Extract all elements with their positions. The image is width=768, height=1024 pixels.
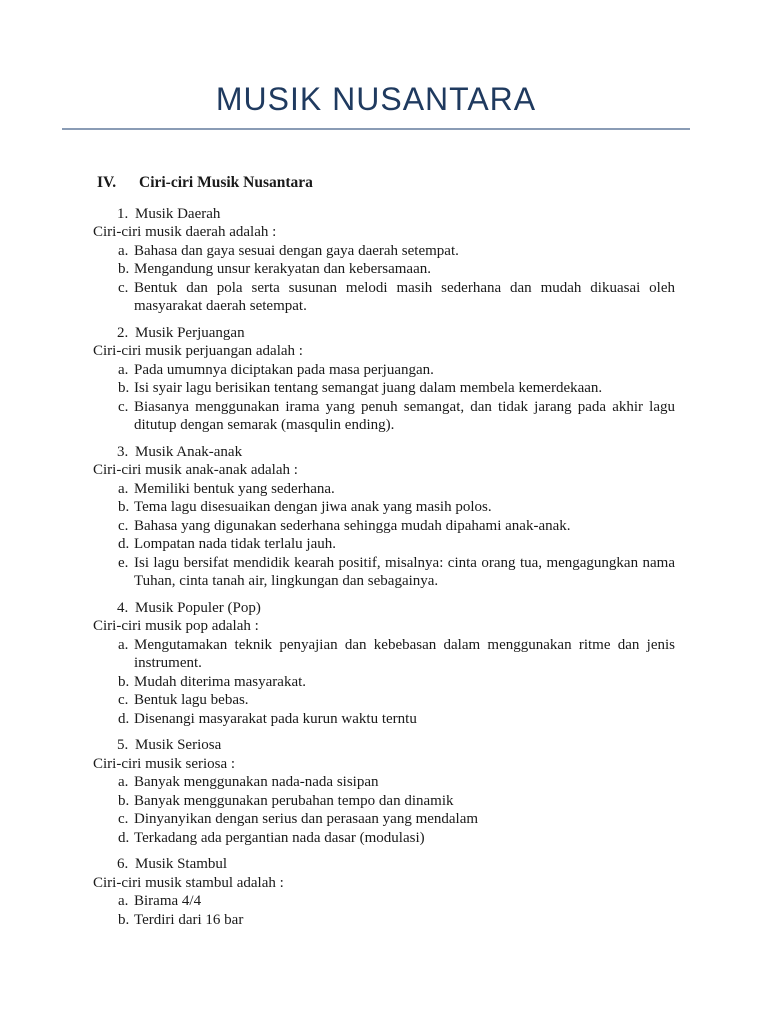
list-item-text: Bentuk lagu bebas. xyxy=(134,692,249,708)
list-item-letter: c. xyxy=(118,811,129,827)
list-item-letter: a. xyxy=(118,893,129,909)
list-item xyxy=(93,792,675,811)
section-lead-line: Ciri-ciri musik perjuangan adalah : xyxy=(93,343,303,359)
section-number-heading xyxy=(93,443,675,462)
list-item xyxy=(93,361,675,380)
list-item xyxy=(93,398,675,435)
section-lead-line: Ciri-ciri musik anak-anak adalah : xyxy=(93,462,298,478)
list-item xyxy=(93,480,675,499)
list-item xyxy=(93,535,675,554)
document-title: MUSIK NUSANTARA xyxy=(215,81,537,117)
list-item-text: Memiliki bentuk yang sederhana. xyxy=(134,480,335,497)
section-number-heading xyxy=(93,736,675,755)
list-item xyxy=(93,517,675,536)
list-item-text: Isi syair lagu berisikan tentang semangat juang dalam membela kemerdekaan. xyxy=(134,380,603,396)
section-name: Musik Anak-anak xyxy=(135,443,243,460)
list-item-letter: b. xyxy=(118,792,130,809)
section-number-heading xyxy=(93,855,675,874)
section-items xyxy=(93,892,675,929)
list-item-text: Disenangi masyarakat pada kurun waktu terntu xyxy=(134,710,417,727)
list-item xyxy=(93,379,675,398)
list-item-letter: d. xyxy=(118,536,130,552)
section-lead-line: Ciri-ciri musik stambul adalah : xyxy=(93,874,284,891)
list-item-letter: a. xyxy=(118,636,129,653)
section-name: Musik Perjuangan xyxy=(135,324,245,341)
list-item xyxy=(93,242,675,261)
list-item-text: Bahasa yang digunakan sederhana sehingga mudah dipahami anak-anak. xyxy=(134,517,571,534)
heading-title-text: Ciri-ciri Musik Nusantara xyxy=(139,174,313,191)
list-item xyxy=(93,810,675,829)
section-name: Musik Populer (Pop) xyxy=(135,599,261,616)
list-item-text: Mengutamakan teknik penyajian dan kebebasan dalam menggunakan ritme dan jenis instrument. xyxy=(134,636,675,671)
section-number-heading xyxy=(93,205,675,224)
section-lead-line: Ciri-ciri musik pop adalah : xyxy=(93,618,259,634)
section-number-heading xyxy=(93,599,675,618)
section-items xyxy=(93,242,675,316)
list-item xyxy=(93,911,675,930)
list-item-text: Tema lagu disesuaikan dengan jiwa anak yang masih polos. xyxy=(134,499,492,515)
section xyxy=(93,599,675,729)
list-item xyxy=(93,710,675,729)
section-items xyxy=(93,636,675,729)
section-items xyxy=(93,480,675,591)
section-number-heading xyxy=(93,324,675,343)
list-item xyxy=(93,691,675,710)
section xyxy=(93,443,675,591)
section-number: 3. xyxy=(117,443,129,460)
list-item xyxy=(93,279,675,316)
list-item-text: Bahasa dan gaya sesuai dengan gaya daerah setempat. xyxy=(134,242,459,259)
section-lead-line: Ciri-ciri musik daerah adalah : xyxy=(93,224,277,240)
section-name: Musik Seriosa xyxy=(135,737,222,753)
list-item-letter: d. xyxy=(118,829,130,846)
list-item xyxy=(93,554,675,591)
list-item-letter: c. xyxy=(118,279,129,296)
list-item-letter: a. xyxy=(118,361,129,378)
list-item-letter: b. xyxy=(118,911,130,928)
section-number: 4. xyxy=(117,599,129,616)
document-title-block xyxy=(62,80,690,130)
section-name: Musik Daerah xyxy=(135,205,221,222)
list-item-text: Terkadang ada pergantian nada dasar (modulasi) xyxy=(134,829,425,846)
list-item-text: Birama 4/4 xyxy=(134,893,202,909)
list-item-text: Bentuk dan pola serta susunan melodi masih sederhana dan mudah dikuasai oleh masyarakat daerah setempat. xyxy=(134,279,675,314)
list-item-text: Mengandung unsur kerakyatan dan kebersamaan. xyxy=(134,261,431,277)
list-item-text: Lompatan nada tidak terlalu jauh. xyxy=(134,536,337,552)
list-item-text: Banyak menggunakan nada-nada sisipan xyxy=(134,774,379,790)
sections-container xyxy=(93,205,675,930)
list-item-letter: b. xyxy=(118,261,130,277)
list-item-letter: a. xyxy=(118,774,129,790)
list-item xyxy=(93,892,675,911)
list-item-letter: a. xyxy=(118,242,129,259)
list-item-letter: e. xyxy=(118,554,129,571)
section xyxy=(93,855,675,929)
list-item-text: Pada umumnya diciptakan pada masa perjuangan. xyxy=(134,361,434,378)
list-item-text: Dinyanyikan dengan serius dan perasaan yang mendalam xyxy=(134,811,479,827)
section-lead-line: Ciri-ciri musik seriosa : xyxy=(93,755,236,772)
list-item xyxy=(93,498,675,517)
section-items xyxy=(93,361,675,435)
list-item-letter: d. xyxy=(118,710,130,727)
list-item-text: Banyak menggunakan perubahan tempo dan dinamik xyxy=(134,792,454,809)
list-item-letter: b. xyxy=(118,673,130,690)
list-item-text: Biasanya menggunakan irama yang penuh semangat, dan tidak jarang pada akhir lagu ditutup dengan semarak (masqulin ending). xyxy=(134,398,675,433)
list-item-letter: b. xyxy=(118,499,130,515)
list-item-letter: b. xyxy=(118,380,130,396)
section-items xyxy=(93,773,675,847)
list-item xyxy=(93,829,675,848)
list-item xyxy=(93,260,675,279)
list-item-letter: c. xyxy=(118,398,129,415)
section xyxy=(93,205,675,316)
section xyxy=(93,324,675,435)
heading-roman-number: IV. xyxy=(97,174,117,191)
list-item xyxy=(93,773,675,792)
list-item-letter: c. xyxy=(118,517,129,534)
section-number: 2. xyxy=(117,324,129,341)
list-item xyxy=(93,673,675,692)
document-body xyxy=(93,174,675,929)
section xyxy=(93,736,675,847)
list-item-text: Mudah diterima masyarakat. xyxy=(134,673,307,690)
list-item-letter: a. xyxy=(118,480,129,497)
section-number: 6. xyxy=(117,856,129,872)
list-item-text: Isi lagu bersifat mendidik kearah positif, misalnya: cinta orang tua, mengagungkan nama Tuhan, cinta tanah air, lingkungan dan sebagainya. xyxy=(134,554,675,589)
section-heading-roman xyxy=(93,174,675,193)
list-item-text: Terdiri dari 16 bar xyxy=(134,911,244,928)
section-name: Musik Stambul xyxy=(135,856,228,872)
section-number: 1. xyxy=(117,205,129,222)
list-item-letter: c. xyxy=(118,692,129,708)
list-item xyxy=(93,636,675,673)
section-number: 5. xyxy=(117,737,129,753)
